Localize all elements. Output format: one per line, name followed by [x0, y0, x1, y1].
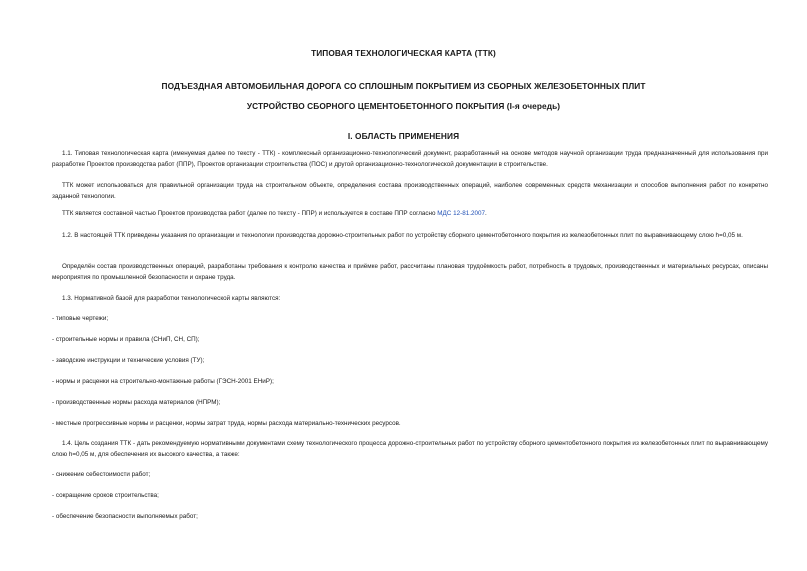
mds-link[interactable]: МДС 12-81.2007: [437, 210, 485, 217]
paragraph-1-1: 1.1. Типовая технологическая карта (именуемая далее по тексту - ТТК) - комплексный организационно-технологический документ, разработанный на основе методов научной организации труда предназначенный для использования при разработке Проектов производства работ (ППР), Проектов организации строительства (ПОС) и другой организационно-технологической документации в строительстве.: [52, 150, 768, 168]
list-item: - производственные нормы расхода материалов (НПРМ);: [52, 399, 221, 406]
paragraph-1-3: 1.3. Нормативной базой для разработки технологической карты являются:: [62, 295, 281, 302]
list-item: - местные прогрессивные нормы и расценки, нормы затрат труда, нормы расхода материально-технических ресурсов.: [52, 420, 401, 427]
list-item: - нормы и расценки на строительно-монтажные работы (ГЭСН-2001 ЕНиР);: [52, 378, 274, 385]
document-title: ТИПОВАЯ ТЕХНОЛОГИЧЕСКАЯ КАРТА (ТТК): [311, 48, 496, 58]
list-item: - типовые чертежи;: [52, 315, 109, 322]
paragraph-ttk-usage: ТТК может использоваться для правильной организации труда на строительном объекте, определения состава производственных операций, наиболее современных средств механизации и способов выполнения работ по конкретно заданной технологии.: [52, 182, 768, 200]
document-subtitle: ПОДЪЕЗДНАЯ АВТОМОБИЛЬНАЯ ДОРОГА СО СПЛОШНЫМ ПОКРЫТИЕМ ИЗ СБОРНЫХ ЖЕЛЕЗОБЕТОННЫХ ПЛИТ: [161, 81, 646, 91]
paragraph-ttk-ppr: [52, 209, 768, 220]
document-subtitle-2: УСТРОЙСТВО СБОРНОГО ЦЕМЕНТОБЕТОННОГО ПОКРЫТИЯ (I-я очередь): [246, 101, 561, 111]
section-heading: I. ОБЛАСТЬ ПРИМЕНЕНИЯ: [347, 131, 460, 141]
paragraph-ttk-ppr-end: .: [484, 210, 487, 217]
paragraph-operations: Определён состав производственных операций, разработаны требования к контролю качества и приёмке работ, рассчитаны плановая трудоёмкость работ, потребность в трудовых, производственных и материальных ресурсах, описаны мероприятия по промышленной безопасности и охране труда.: [52, 263, 768, 281]
list-item: - сокращение сроков строительства;: [52, 492, 159, 499]
list-item: - снижение себестоимости работ;: [52, 471, 151, 478]
list-item: - обеспечение безопасности выполняемых работ;: [52, 513, 198, 520]
list-item: - заводские инструкции и технические условия (ТУ);: [52, 357, 205, 364]
paragraph-ttk-ppr-text: ТТК является составной частью Проектов производства работ (далее по тексту - ППР) и используется в составе ППР согласно: [62, 210, 438, 217]
paragraph-1-4: 1.4. Цель создания ТТК - дать рекомендуемую нормативными документами схему технологического процесса дорожно-строительных работ по устройству сборного цементобетонного покрытия из железобетонных плит по выравнивающему слою h=0,05 м, для обеспечения их высокого качества, а также:: [52, 440, 768, 458]
list-item: - строительные нормы и правила (СНиП, СН, СП);: [52, 336, 200, 343]
paragraph-1-2: 1.2. В настоящей ТТК приведены указания по организации и технологии производства дорожно-строительных работ по устройству сборного цементобетонного покрытия из железобетонных плит по выравнивающему слою h=0,05 м.: [62, 232, 743, 239]
